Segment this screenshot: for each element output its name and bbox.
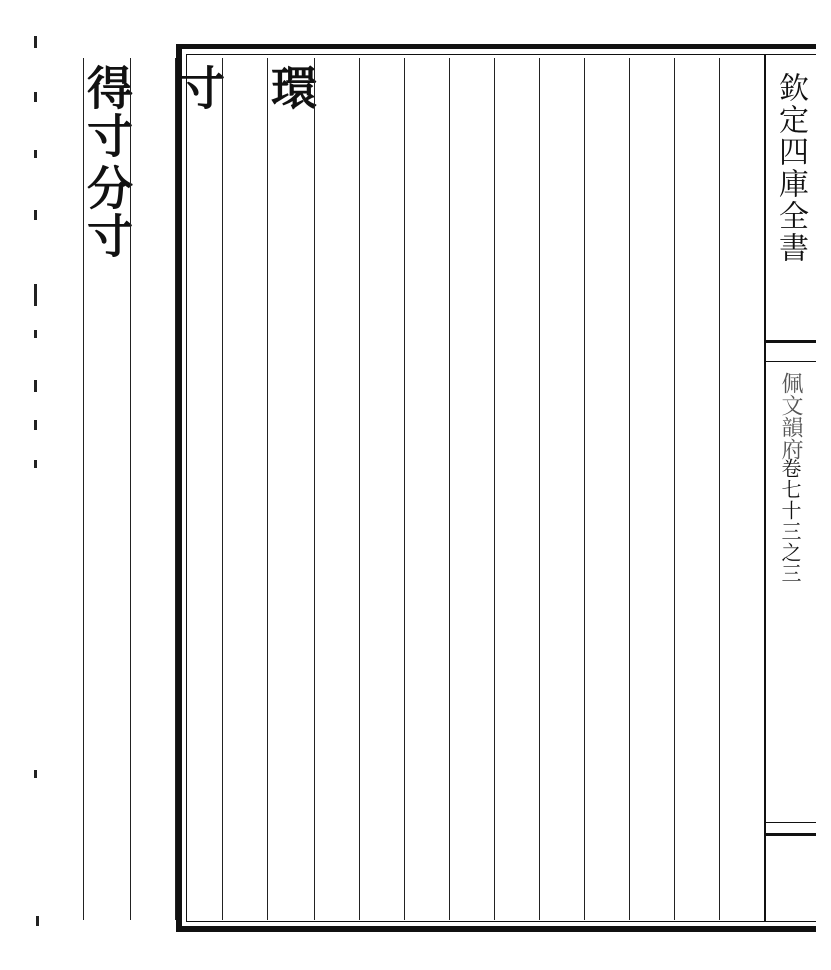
volume-label: 卷七十三之三 xyxy=(778,458,802,584)
headword: 環 xyxy=(264,64,318,112)
scan-bleed-mark xyxy=(34,420,37,430)
fishtail-mark-top xyxy=(766,340,816,362)
text-column xyxy=(404,58,449,920)
headword: 得寸 xyxy=(80,64,134,160)
scan-bleed-mark xyxy=(34,380,37,392)
headword: 分寸 xyxy=(80,164,134,260)
headword: 寸 xyxy=(172,64,226,112)
scan-bleed-mark xyxy=(34,150,37,158)
scan-bleed-mark xyxy=(34,36,37,48)
scan-bleed-mark xyxy=(34,770,37,778)
scan-bleed-mark xyxy=(34,460,37,468)
text-column xyxy=(449,58,494,920)
scan-bleed-mark xyxy=(34,330,37,338)
text-column xyxy=(539,58,584,920)
text-column xyxy=(39,58,83,920)
center-margin-strip xyxy=(764,54,816,922)
text-column xyxy=(584,58,629,920)
scan-bleed-mark xyxy=(34,92,37,102)
scan-bleed-mark xyxy=(34,210,37,220)
scan-bleed-mark xyxy=(34,284,37,306)
text-column xyxy=(629,58,674,920)
book-title: 欽定四庫全書 xyxy=(773,72,808,264)
text-column xyxy=(222,58,267,920)
text-column xyxy=(674,58,719,920)
text-column xyxy=(314,58,359,920)
work-title: 佩文韻府 xyxy=(778,372,803,460)
text-column xyxy=(494,58,539,920)
fishtail-mark-bottom xyxy=(766,822,816,836)
text-column xyxy=(130,58,175,920)
text-column xyxy=(359,58,404,920)
text-column xyxy=(172,58,226,920)
text-column xyxy=(719,58,764,920)
text-columns xyxy=(80,58,764,920)
text-column xyxy=(80,58,134,920)
text-column xyxy=(264,58,318,920)
